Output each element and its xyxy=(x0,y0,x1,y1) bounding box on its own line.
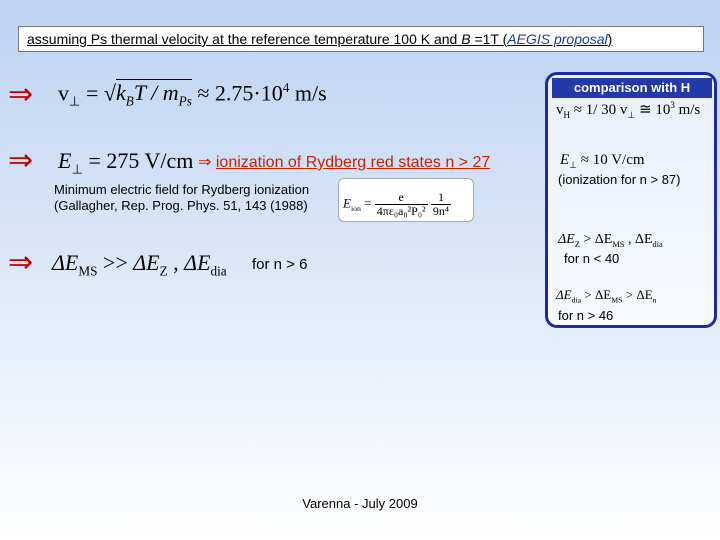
aegis-proposal-link[interactable]: AEGIS proposal xyxy=(507,31,608,47)
footer-text: Varenna - July 2009 xyxy=(302,496,418,511)
comparison-title: comparison with H xyxy=(552,78,712,98)
implies-arrow-icon: ⇒ xyxy=(8,246,34,279)
banner-b-value: =1T ( xyxy=(470,31,508,47)
banner-prefix: assuming Ps thermal velocity at the reference temperature 100 K and xyxy=(27,31,462,47)
electric-field-equation: $E_\perp = 275$ V/cm xyxy=(58,148,194,177)
hydrogen-velocity: $v_H \approx 1/$ 30 $v_\perp$ ≅ $10^3$ m/s xyxy=(556,100,701,120)
rydberg-note: Minimum electric field for Rydberg ionization (Gallagher, Rep. Prog. Phys. 51, 143 (1988) xyxy=(54,182,310,213)
energy-shift-note: for n > 6 xyxy=(252,256,308,273)
thermal-velocity-equation: $v_\perp = √k_BT / m_{Ps} \approx 2.75\cdot 10^4$ m/s xyxy=(58,80,327,109)
implies-arrow-icon: ⇒ xyxy=(8,144,34,177)
hydrogen-comparison-2-note: for n > 46 xyxy=(558,308,614,323)
hydrogen-field: $E_\perp \approx 10$ V/cm xyxy=(560,152,645,170)
header-banner xyxy=(18,26,704,52)
ionization-arrow-icon: ⇒ xyxy=(198,154,212,171)
ionization-statement: ⇒ ionization of Rydberg red states n > 27 xyxy=(198,154,491,171)
hydrogen-comparison-1-note: for n < 40 xyxy=(564,251,620,266)
banner-b-var: B xyxy=(461,31,471,47)
implies-arrow-icon: ⇒ xyxy=(8,78,34,111)
hydrogen-comparison-1: $\Delta E_Z > \Delta E_{MS}$ , $\Delta E_{dia}$ xyxy=(558,232,663,249)
energy-shift-comparison: $\Delta E_{MS} >> \Delta E_Z$ , $\Delta E_{dia}$ xyxy=(52,250,227,279)
ionization-formula: $E_{ion}$ = $\frac{e}{\text{4πε₀a₀²P₀²}}$ $\frac{1}{\text{9n⁴}}$ xyxy=(338,178,474,222)
banner-suffix: ) xyxy=(607,31,613,47)
hydrogen-comparison-2: $\Delta E_{dia} > \Delta E_{MS} > \Delta E_n$ xyxy=(556,287,657,305)
hydrogen-ionization-note: (ionization for n > 87) xyxy=(558,172,681,187)
sqrt-icon: √ xyxy=(103,80,116,106)
